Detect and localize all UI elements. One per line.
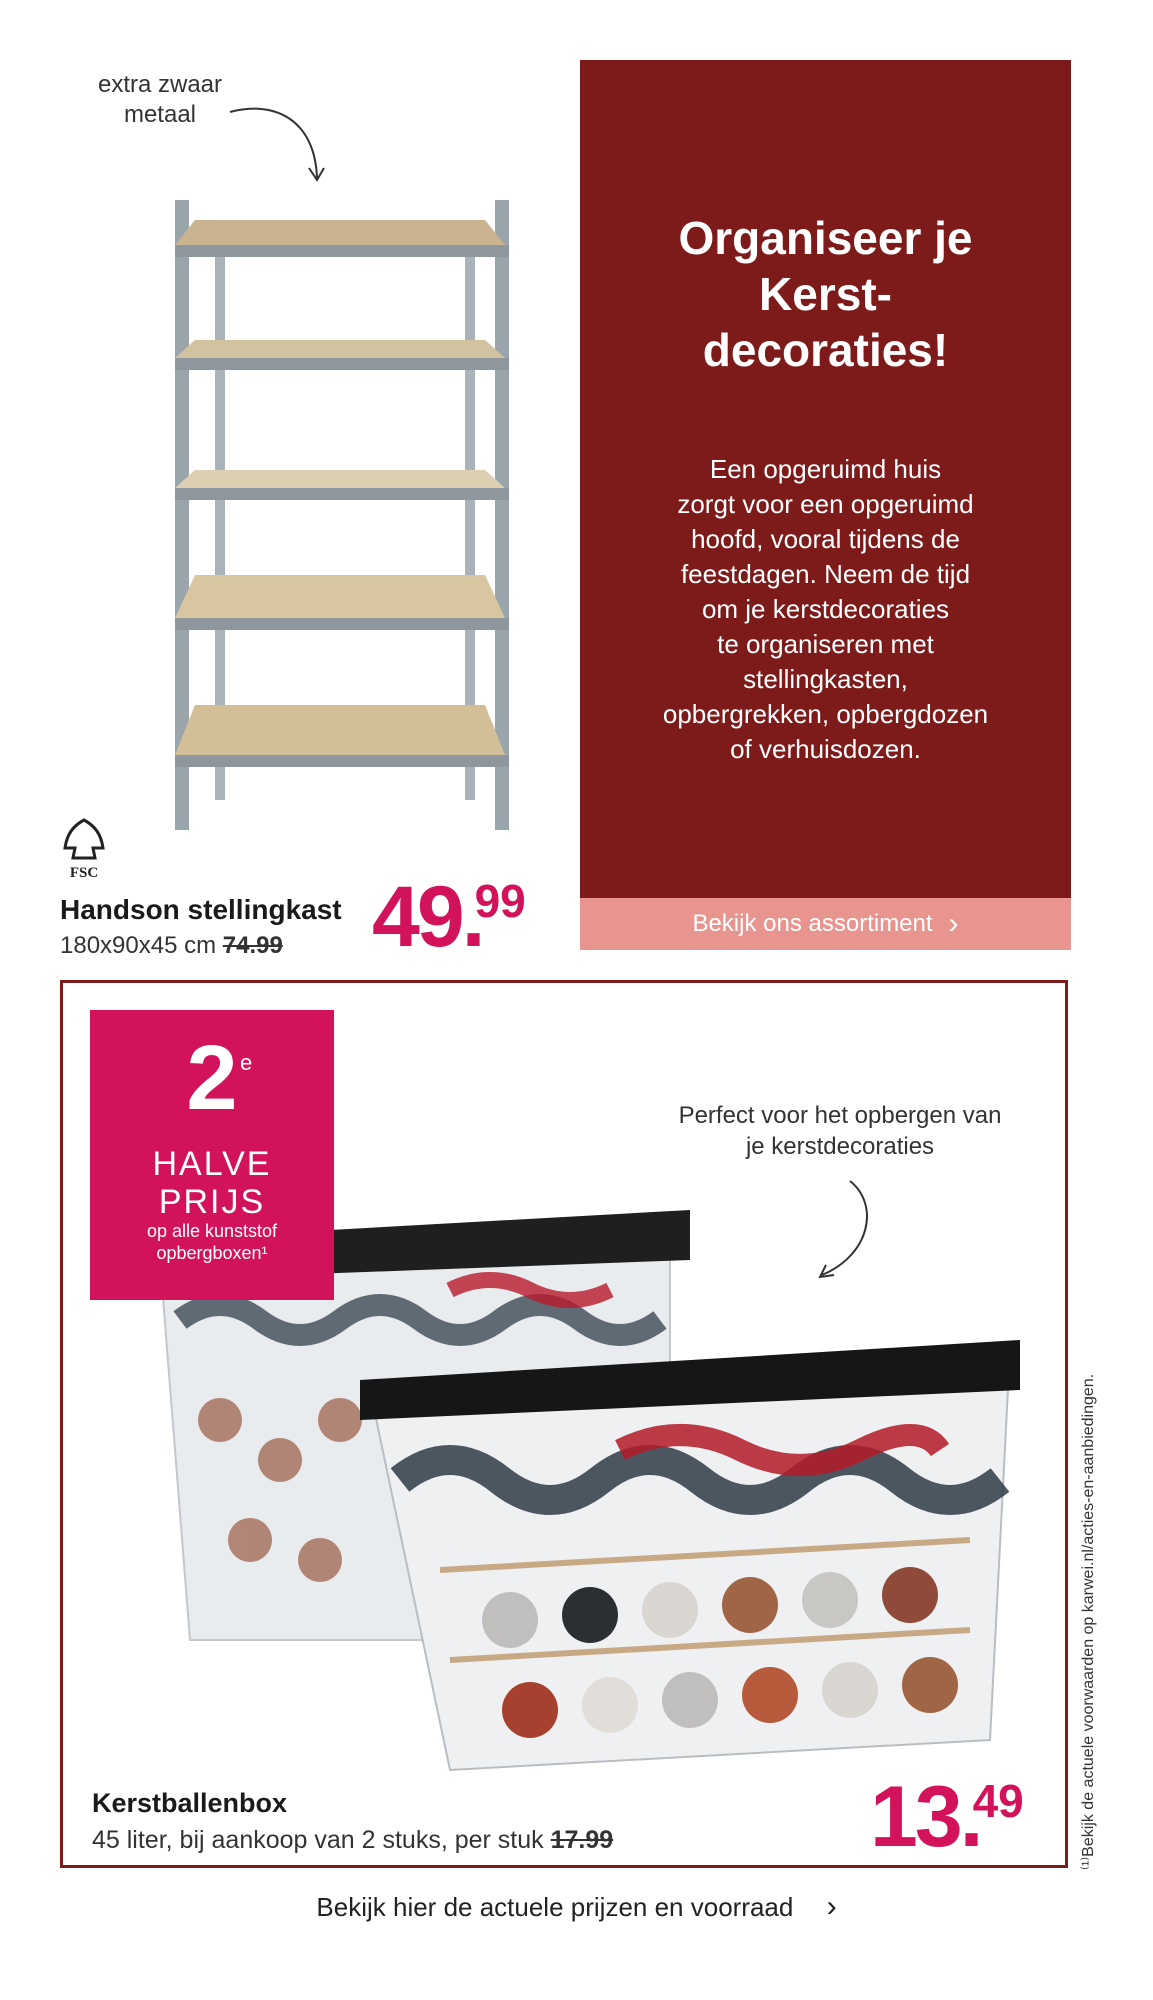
box-description: 45 liter, bij aankoop van 2 stuks, per stuk xyxy=(92,1826,544,1854)
panel-body-line: opbergrekken, opbergdozen xyxy=(662,699,989,729)
promo-headline xyxy=(90,1145,334,1221)
panel-body-line: zorgt voor een opgeruimd xyxy=(677,489,974,519)
panel-body-line: of verhuisdozen. xyxy=(730,734,921,764)
shelf-annotation-line2: metaal xyxy=(123,101,197,128)
fsc-logo xyxy=(54,818,114,882)
promo-line1: HALVE xyxy=(152,1145,272,1183)
panel-title xyxy=(580,210,1071,378)
promo-line2: PRIJS xyxy=(158,1183,266,1221)
chevron-right-icon: › xyxy=(826,1890,837,1923)
annotation-arrow-icon xyxy=(810,1175,890,1285)
panel-body-line: Een opgeruimd huis xyxy=(709,454,942,484)
box-annotation-line2: je kerstdecoraties xyxy=(745,1133,935,1160)
box-price-whole: 13 xyxy=(870,1769,960,1865)
box-price: 13.49 xyxy=(870,1769,1024,1865)
box-product-details xyxy=(92,1826,613,1855)
promo-small1: op alle kunststof xyxy=(146,1221,278,1241)
box-annotation-line1: Perfect voor het opbergen van xyxy=(678,1102,1002,1129)
panel-body-line: te organiseren met xyxy=(717,629,934,659)
footer-link-label: Bekijk hier de actuele prijzen en voorraad xyxy=(316,1892,794,1922)
shelf-annotation xyxy=(80,70,240,130)
panel-body-line: feestdagen. Neem de tijd xyxy=(680,559,971,589)
shelf-annotation-line1: extra zwaar xyxy=(97,71,223,98)
terms-side-note: ⁽¹⁾Bekijk de actuele voorwaarden op karwei.nl/acties-en-aanbiedingen. xyxy=(1080,1373,1097,1870)
shelf-price-cents: 99 xyxy=(474,875,526,927)
promo-subtext xyxy=(90,1220,334,1264)
info-panel xyxy=(580,60,1071,908)
shelving-unit-image xyxy=(160,190,530,840)
panel-body-line: stellingkasten, xyxy=(743,664,908,694)
half-price-badge xyxy=(90,1010,334,1300)
promo-small2: opbergboxen¹ xyxy=(156,1243,268,1263)
chevron-right-icon: › xyxy=(948,907,959,940)
annotation-arrow-icon xyxy=(225,100,335,190)
box-product-name: Kerstballenbox xyxy=(92,1788,288,1818)
shelf-price: 49.99 xyxy=(372,869,526,965)
prices-stock-link[interactable] xyxy=(0,1890,1153,1924)
panel-title-line3: decoraties! xyxy=(702,324,949,376)
shelf-dimensions: 180x90x45 cm xyxy=(60,932,217,959)
fsc-label: FSC xyxy=(69,865,99,881)
box-annotation xyxy=(640,1100,1040,1162)
assortment-cta-button[interactable] xyxy=(580,898,1071,950)
cta-label: Bekijk ons assortiment xyxy=(692,910,933,937)
panel-title-line1: Organiseer je xyxy=(678,212,973,264)
shelf-product-details xyxy=(60,932,283,960)
promo-superscript: e xyxy=(240,1050,253,1075)
panel-title-line2: Kerst- xyxy=(759,268,892,320)
panel-body xyxy=(580,452,1071,767)
tree-icon xyxy=(61,818,107,860)
box-old-price: 17.99 xyxy=(550,1826,614,1854)
shelf-price-whole: 49 xyxy=(372,869,462,965)
promo-number: 2 xyxy=(186,1027,238,1129)
panel-body-line: hoofd, vooral tijdens de xyxy=(691,524,960,554)
shelf-product-name: Handson stellingkast xyxy=(60,894,342,925)
box-price-cents: 49 xyxy=(972,1775,1024,1827)
shelf-old-price: 74.99 xyxy=(222,932,283,959)
panel-body-line: om je kerstdecoraties xyxy=(701,594,950,624)
